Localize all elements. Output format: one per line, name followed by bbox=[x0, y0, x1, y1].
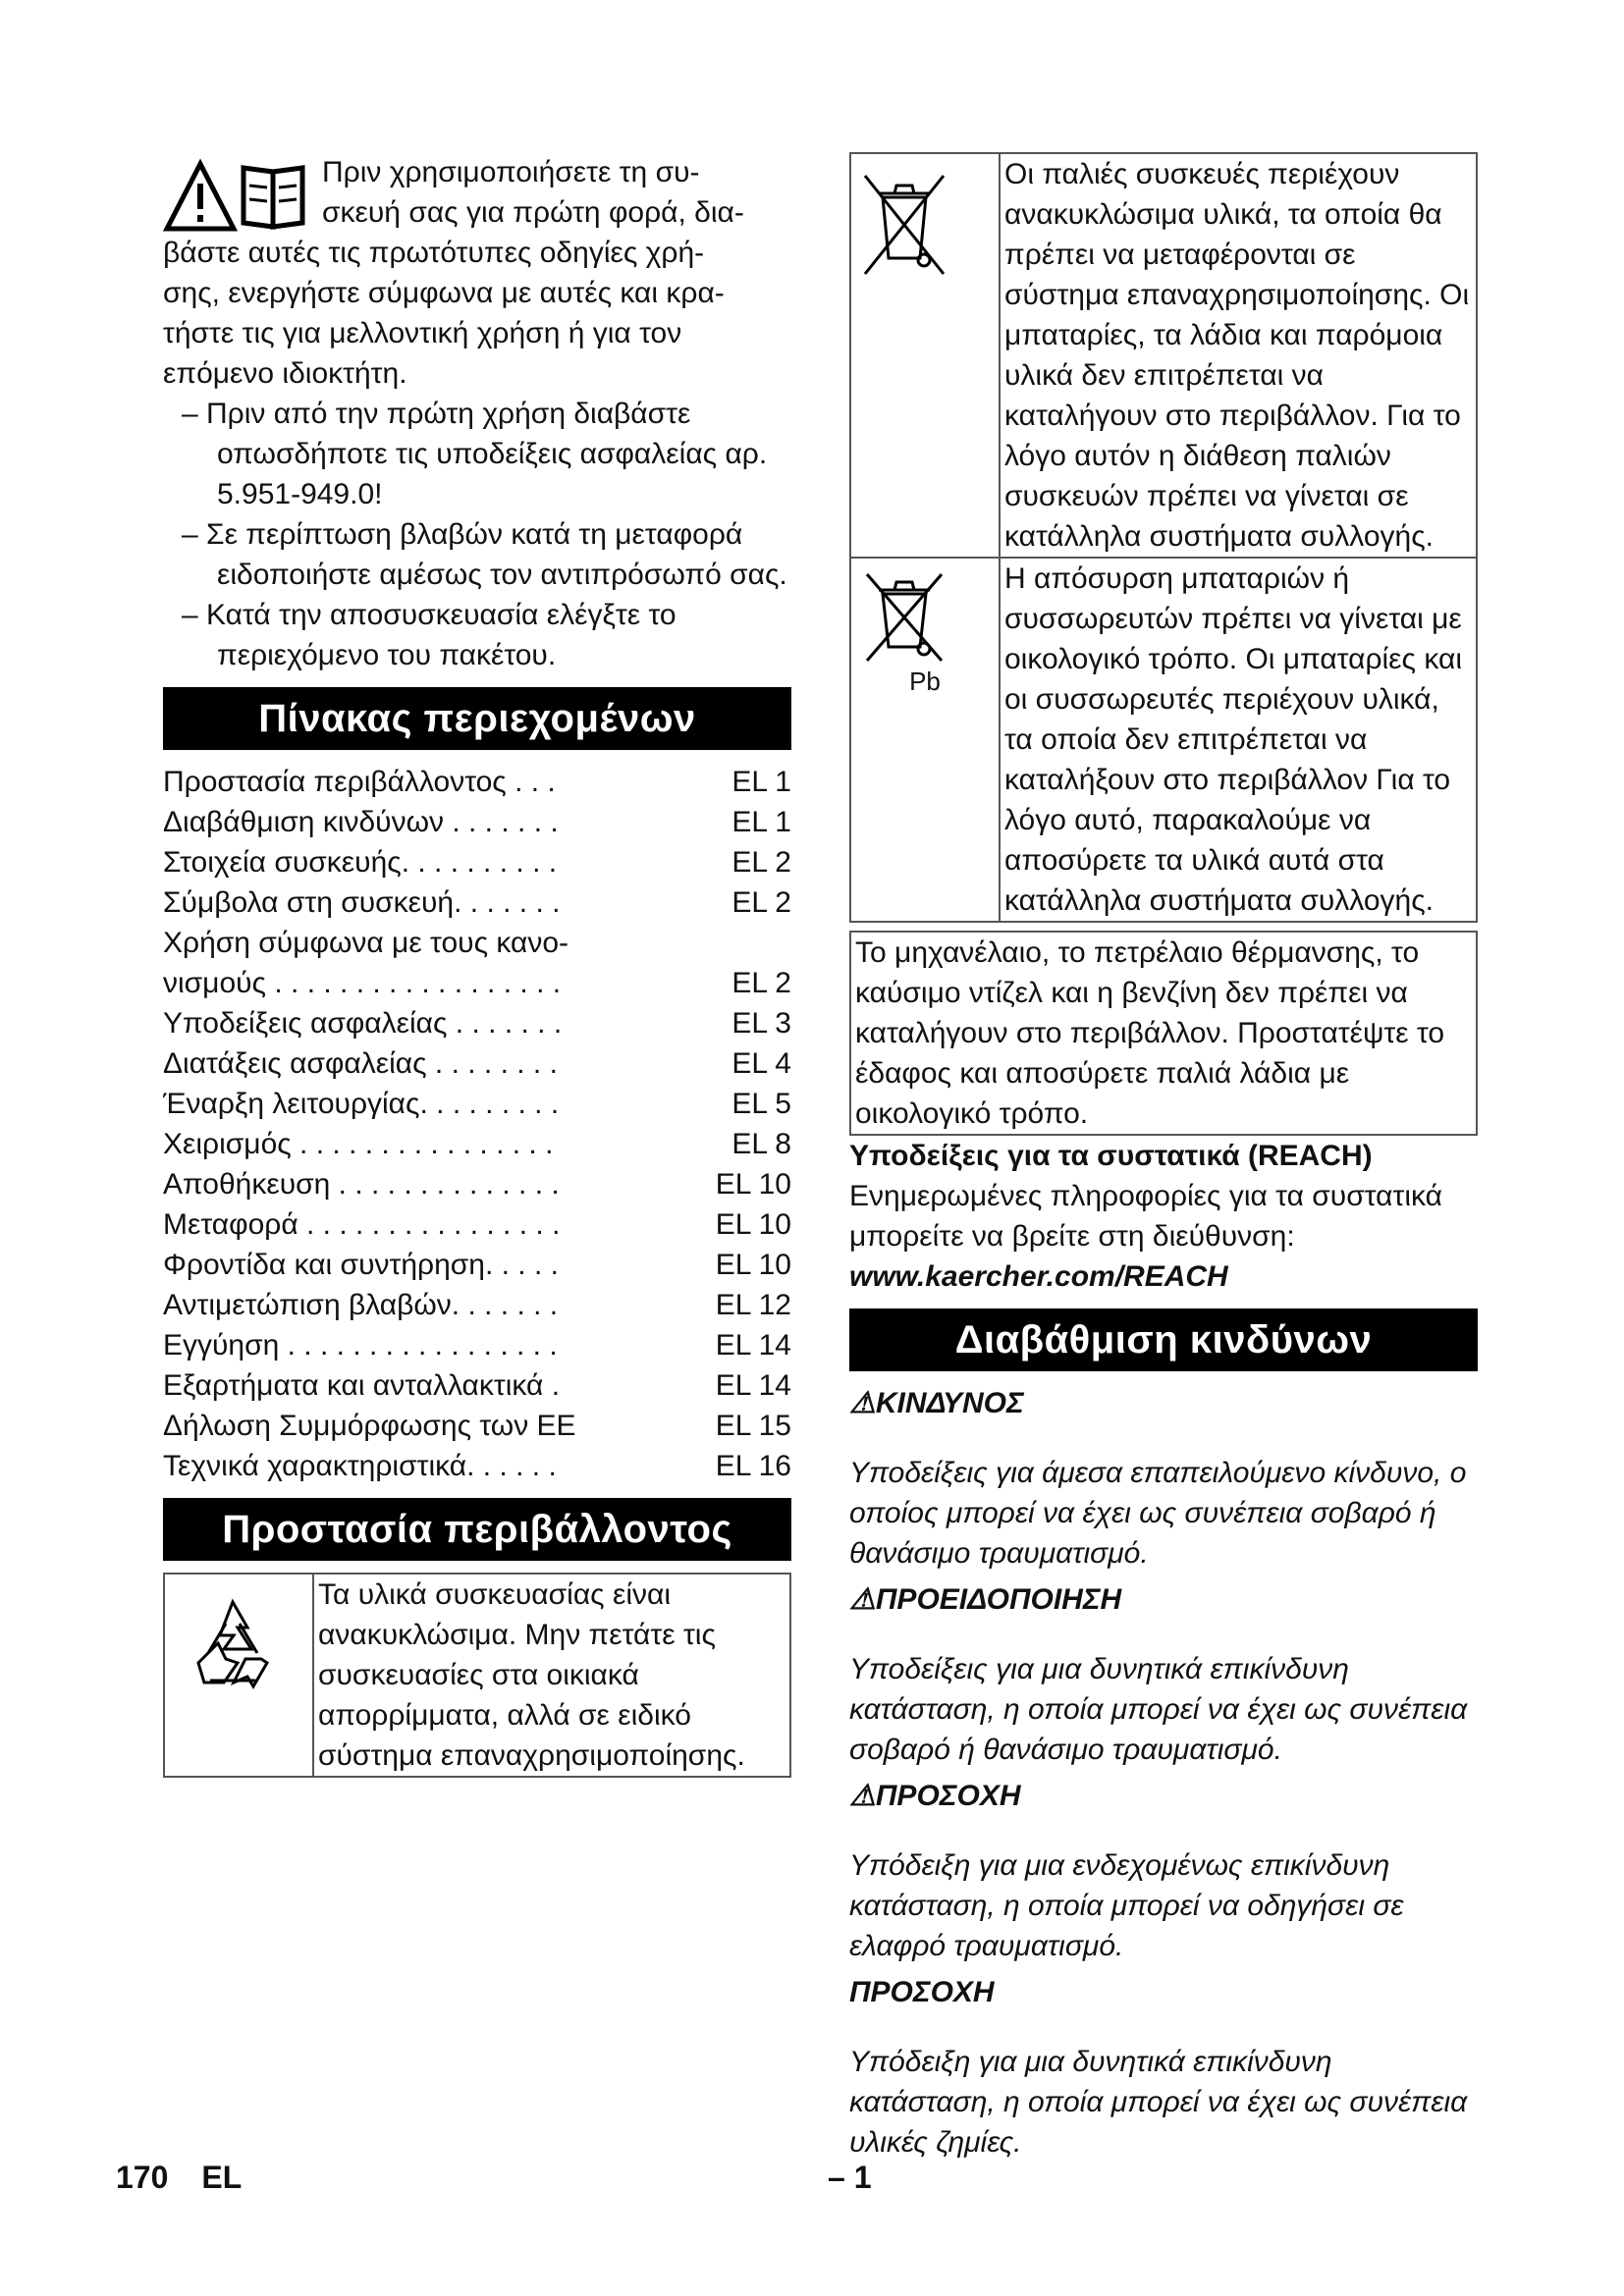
toc-page: EL 14 bbox=[715, 1329, 791, 1362]
toc-page: EL 2 bbox=[731, 886, 791, 919]
recycle-icon bbox=[164, 1574, 313, 1777]
toc-row[interactable] bbox=[163, 802, 791, 842]
toc-title: Διαβάθμιση κινδύνων . . . . . . . bbox=[163, 806, 559, 838]
batteries-text: Η απόσυρση μπαταριών ή συσσωρευτών πρέπει να γίνεται με οικολογικό τρόπο. Οι μπαταρίες και οι συσσωρευτές περιέχουν υλικά, τα οποία δεν επιτρέπεται να καταλήξουν στο περιβάλλον Για το λόγο αυτό, παρακαλούμε να αποσύρετε τα υλικά αυτά στα κατάλληλα συστήματα συλλογής. bbox=[1000, 558, 1477, 922]
battery-bin-icon bbox=[850, 558, 1000, 922]
toc-row[interactable] bbox=[163, 1043, 791, 1084]
reach-title: Υποδείξεις για τα συστατικά (REACH) bbox=[849, 1140, 1373, 1172]
warning-text: Υποδείξεις για μια δυνητικά επικίνδυνη κατάσταση, η οποία μπορεί να έχει ως συνέπεια σοβαρό ή θανάσιμο τραυματισμό. bbox=[849, 1653, 1468, 1766]
warning-label: ⚠ΠΡΟΕΙΔΟΠΟΙΗΣΗ bbox=[849, 1583, 1122, 1616]
toc-title: Έναρξη λειτουργίας. . . . . . . . . bbox=[163, 1088, 560, 1120]
toc-row[interactable] bbox=[163, 762, 791, 802]
page-number: 170 bbox=[116, 2160, 169, 2195]
intro-line-2: σκευή σας για πρώτη φορά, δια- bbox=[322, 196, 744, 229]
toc-row[interactable] bbox=[163, 923, 791, 963]
notice-text: Υπόδειξη για μια δυνητικά επικίνδυνη κατάσταση, η οποία μπορεί να έχει ως συνέπεια υλικές ζημίες. bbox=[849, 2046, 1468, 2159]
crossed-bin-icon bbox=[850, 153, 1000, 558]
toc-title: Δήλωση Συμμόρφωσης των ΕΕ bbox=[163, 1410, 576, 1442]
toc-title: Διατάξεις ασφαλείας . . . . . . . . bbox=[163, 1047, 558, 1080]
toc-title: Μεταφορά . . . . . . . . . . . . . . . . bbox=[163, 1208, 561, 1241]
toc-page: EL 10 bbox=[715, 1168, 791, 1201]
toc-title: Αντιμετώπιση βλαβών. . . . . . . bbox=[163, 1289, 559, 1321]
toc-title: Φροντίδα και συντήρηση. . . . . bbox=[163, 1249, 559, 1281]
toc-page: EL 10 bbox=[715, 1249, 791, 1281]
toc-row[interactable] bbox=[163, 842, 791, 882]
toc-title: Χειρισμός . . . . . . . . . . . . . . . . bbox=[163, 1128, 554, 1160]
toc-row[interactable] bbox=[163, 1325, 791, 1365]
toc-page: EL 3 bbox=[731, 1007, 791, 1040]
toc-title: Εγγύηση . . . . . . . . . . . . . . . . . bbox=[163, 1329, 558, 1362]
intro-line-5: τήστε τις για μελλοντική χρήση ή για τον bbox=[163, 317, 682, 349]
disposal-table bbox=[849, 152, 1478, 923]
old-devices-text: Οι παλιές συσκευές περιέχουν ανακυκλώσιμα υλικά, τα οποία θα πρέπει να μεταφέρονται σε σύστημα επαναχρησιμοποίησης. Οι μπαταρίες, τα λάδια και παρόμοια υλικά δεν επιτρέπεται να καταλήγουν στο περιβάλλον. Για το λόγο αυτόν η διάθεση παλιών συσκευών πρέπει να γίνεται σε κατάλληλα συστήματα συλλογής. bbox=[1000, 153, 1477, 558]
toc-title: νισμούς . . . . . . . . . . . . . . . . . . bbox=[163, 967, 562, 999]
pb-label: Pb bbox=[909, 667, 941, 696]
toc-row[interactable] bbox=[163, 1003, 791, 1043]
environment-heading: Προστασία περιβάλλοντος bbox=[163, 1498, 791, 1561]
toc-row[interactable] bbox=[163, 963, 791, 1003]
intro-list-item: – Πριν από την πρώτη χρήση διαβάστε οπωσδήποτε τις υποδείξεις ασφαλείας αρ. 5.951-949.0! bbox=[182, 398, 768, 510]
page-footer bbox=[116, 2160, 275, 2196]
toc-row[interactable] bbox=[163, 1124, 791, 1164]
toc-page: EL 16 bbox=[715, 1450, 791, 1482]
toc-row[interactable] bbox=[163, 1084, 791, 1124]
intro-list-item: – Σε περίπτωση βλαβών κατά τη μεταφορά ειδοποιήστε αμέσως τον αντιπρόσωπό σας. bbox=[182, 518, 787, 591]
toc-row[interactable] bbox=[163, 1245, 791, 1285]
warning-manual-icon bbox=[163, 156, 310, 235]
toc-title: Τεχνικά χαρακτηριστικά. . . . . . bbox=[163, 1450, 557, 1482]
toc-page: EL 14 bbox=[715, 1369, 791, 1402]
toc-page: EL 2 bbox=[731, 846, 791, 879]
toc-page: EL 1 bbox=[731, 766, 791, 798]
toc-title: Προστασία περιβάλλοντος . . . bbox=[163, 766, 556, 798]
intro-list-item: – Κατά την αποσυσκευασία ελέγξτε το περιεχόμενο του πακέτου. bbox=[182, 599, 677, 671]
left-column bbox=[163, 152, 791, 1778]
toc-row[interactable] bbox=[163, 882, 791, 923]
toc-title: Εξαρτήματα και ανταλλακτικά . bbox=[163, 1369, 561, 1402]
toc-page bbox=[784, 923, 791, 963]
toc-page: EL 2 bbox=[731, 967, 791, 999]
reach-text: Ενημερωμένες πληροφορίες για τα συστατικά μπορείτε να βρείτε στη διεύθυνση: bbox=[849, 1180, 1442, 1253]
toc-row[interactable] bbox=[163, 1164, 791, 1204]
intro-line-1: Πριν χρησιμοποιήσετε τη συ- bbox=[322, 156, 700, 188]
toc-title: Στοιχεία συσκευής. . . . . . . . . . bbox=[163, 846, 558, 879]
hazards-heading: Διαβάθμιση κινδύνων bbox=[849, 1308, 1478, 1371]
recycling-text: Τα υλικά συσκευασίας είναι ανακυκλώσιμα. Μην πετάτε τις συσκευασίες στα οικιακά απορρίμματα, αλλά σε ειδικό σύστημα επαναχρησιμοποίησης. bbox=[313, 1574, 790, 1777]
toc-page: EL 4 bbox=[731, 1047, 791, 1080]
notice-label: ΠΡΟΣΟΧΗ bbox=[849, 1976, 995, 2008]
toc-row[interactable] bbox=[163, 1204, 791, 1245]
right-column bbox=[849, 152, 1478, 2163]
caution-text: Υπόδειξη για μια ενδεχομένως επικίνδυνη κατάσταση, η οποία μπορεί να οδηγήσει σε ελαφρό τραυματισμό. bbox=[849, 1849, 1404, 1962]
reach-link[interactable]: www.kaercher.com/REACH bbox=[849, 1260, 1228, 1293]
caution-label: ⚠ΠΡΟΣΟΧΗ bbox=[849, 1780, 1021, 1812]
toc-page: EL 5 bbox=[731, 1088, 791, 1120]
oil-notice-box: Το μηχανέλαιο, το πετρέλαιο θέρμανσης, το καύσιμο ντίζελ και η βενζίνη δεν πρέπει να καταλήγουν στο περιβάλλον. Προστατέψτε το έδαφος και αποσύρετε παλιά λάδια με οικολογικό τρόπο. bbox=[849, 931, 1478, 1136]
toc-page: EL 10 bbox=[715, 1208, 791, 1241]
toc-row[interactable] bbox=[163, 1365, 791, 1406]
recycling-box bbox=[163, 1573, 791, 1778]
toc-row[interactable] bbox=[163, 1285, 791, 1325]
toc-title: Χρήση σύμφωνα με τους κανο- bbox=[163, 927, 569, 959]
toc-row[interactable] bbox=[163, 1446, 791, 1486]
toc-title: Σύμβολα στη συσκευή. . . . . . . bbox=[163, 886, 561, 919]
toc-page: EL 12 bbox=[715, 1289, 791, 1321]
toc-page: EL 8 bbox=[731, 1128, 791, 1160]
intro-line-6: επόμενο ιδιοκτήτη. bbox=[163, 357, 407, 390]
intro-line-3: βάστε αυτές τις πρωτότυπες οδηγίες χρή- bbox=[163, 237, 705, 269]
intro-block bbox=[163, 152, 791, 233]
danger-text: Υποδείξεις για άμεσα επαπειλούμενο κίνδυνο, ο οποίος μπορεί να έχει ως συνέπεια σοβαρό ή θανάσιμο τραυματισμό. bbox=[849, 1457, 1467, 1570]
intro-line-4: σης, ενεργήστε σύμφωνα με αυτές και κρα- bbox=[163, 277, 725, 309]
toc-heading: Πίνακας περιεχομένων bbox=[163, 687, 791, 750]
toc-page: EL 1 bbox=[731, 806, 791, 838]
danger-label: ⚠ΚΙΝΔΥΝΟΣ bbox=[849, 1387, 1024, 1419]
toc-row[interactable] bbox=[163, 1406, 791, 1446]
table-of-contents bbox=[163, 762, 791, 1486]
toc-title: Υποδείξεις ασφαλείας . . . . . . . bbox=[163, 1007, 563, 1040]
language-code: EL bbox=[201, 2160, 243, 2195]
toc-page: EL 15 bbox=[715, 1410, 791, 1442]
section-page-number: – 1 bbox=[828, 2160, 872, 2195]
toc-title: Αποθήκευση . . . . . . . . . . . . . . bbox=[163, 1168, 560, 1201]
